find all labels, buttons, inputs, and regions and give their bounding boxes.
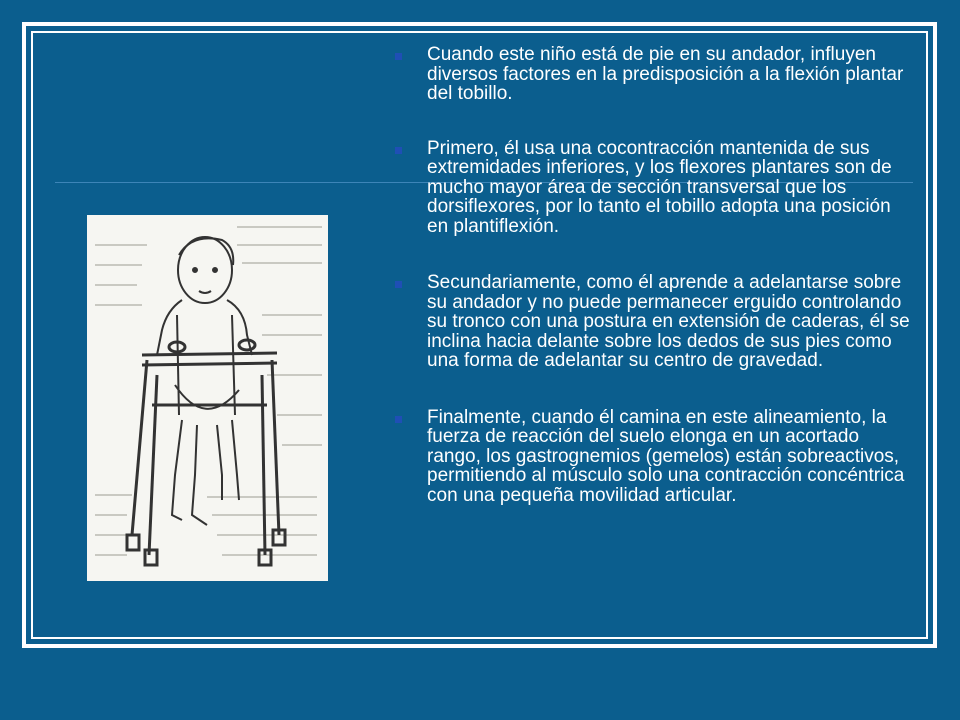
bullet-text: Finalmente, cuando él camina en este alineamiento, la fuerza de reacción del suelo elonga en un acortado rango, los gastrognemios (gemelos) están sobreactivos, permitiendo al músculo solo una contracción concéntrica con una pequeña movilidad articular. (427, 406, 905, 506)
child-walker-illustration (87, 215, 328, 581)
bullet-square-icon (395, 416, 402, 423)
bullet-text: Primero, él usa una cocontracción mantenida de sus extremidades inferiores, y los flexores plantares son de mucho mayor área de sección transversal que los dorsiflexores, por lo tanto el tobillo adopta una posición en plantiflexión. (427, 137, 892, 237)
bullet-list (395, 45, 915, 505)
bullet-square-icon (395, 53, 402, 60)
bullet-text: Cuando este niño está de pie en su andador, influyen diversos factores en la predisposición a la flexión plantar del tobillo. (427, 44, 904, 104)
bullet-item (395, 45, 915, 104)
bullet-square-icon (395, 147, 402, 154)
bullet-item (395, 139, 915, 237)
bullet-item (395, 408, 915, 506)
bullet-square-icon (395, 281, 402, 288)
bullet-item (395, 273, 915, 371)
bullet-text: Secundariamente, como él aprende a adelantarse sobre su andador y no puede permanecer erguido controlando su tronco con una postura en extensión de caderas, él se inclina hacia delante sobre los dedos de sus pies como una forma de adelantar su centro de gravedad. (427, 272, 910, 371)
child-walker-drawing (87, 215, 328, 581)
